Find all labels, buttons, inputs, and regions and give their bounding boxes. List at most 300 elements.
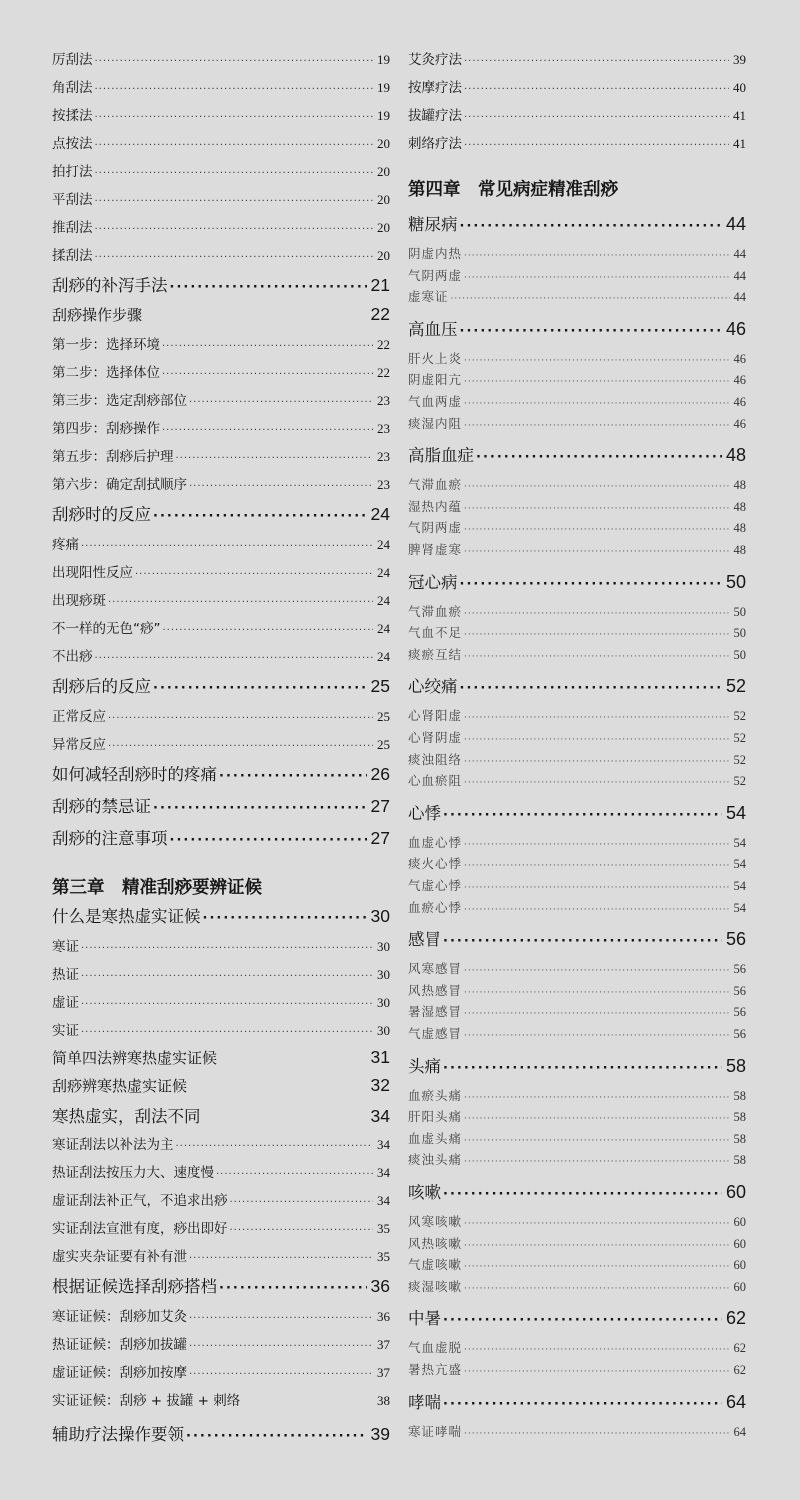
page-number: 54: [733, 900, 746, 915]
chapter-heading[interactable]: 第四章 常见病症精准刮痧: [408, 180, 618, 200]
leader-dots: [464, 525, 729, 535]
entry-label: 不出痧: [52, 649, 93, 665]
leader-dots: [464, 861, 729, 871]
entry-label: 按揉法: [52, 108, 93, 124]
page-number: 20: [377, 192, 390, 207]
toc-entry[interactable]: [52, 533, 390, 553]
entry-label: 痰瘀互结: [408, 646, 463, 662]
leader-dots: [464, 713, 729, 723]
entry-label: 出现阳性反应: [52, 565, 133, 581]
entry-label: 血瘀头痛: [408, 1087, 463, 1103]
toc-entry[interactable]: [52, 1133, 390, 1153]
section-label: 寒热虚实，刮法不同: [52, 1107, 201, 1126]
entry-label: 气血不足: [408, 625, 463, 641]
page-number: 24: [370, 504, 390, 524]
leader-dots: [464, 883, 729, 893]
page-number: 39: [370, 1424, 390, 1444]
toc-entry[interactable]: [52, 389, 390, 409]
toc-section-entry[interactable]: [52, 673, 390, 697]
toc-entry[interactable]: [52, 361, 390, 381]
page-number: 31: [370, 1047, 390, 1067]
page-number: 19: [377, 80, 390, 95]
leader-dots: [162, 425, 373, 436]
toc-disease-entry[interactable]: [408, 1053, 746, 1077]
leader-dots: [189, 397, 373, 408]
page-number: 52: [733, 709, 746, 724]
page-number: 56: [725, 929, 746, 950]
toc-entry[interactable]: [408, 540, 746, 558]
toc-disease-entry[interactable]: [408, 1389, 746, 1413]
toc-entry[interactable]: [52, 104, 390, 124]
leader-dots: [464, 482, 729, 492]
entry-label: 风寒咳嗽: [408, 1214, 463, 1229]
page-number: 52: [733, 774, 746, 789]
section-label: 刮痧时的反应: [52, 505, 151, 524]
toc-entry[interactable]: [52, 733, 390, 753]
toc-entry[interactable]: [408, 645, 746, 663]
leader-dots: [163, 625, 374, 636]
toc-disease-entry[interactable]: [408, 211, 746, 235]
entry-label: 肝火上炎: [408, 350, 463, 366]
chapter-heading[interactable]: 第三章 精准刮痧要辨证候: [52, 878, 262, 898]
toc-entry[interactable]: [52, 935, 390, 955]
toc-disease-entry[interactable]: [408, 673, 746, 697]
entry-label: 暑热亢盛: [408, 1362, 463, 1377]
entry-label: 拍打法: [52, 164, 93, 180]
leader-dots: [81, 971, 373, 982]
entry-label: 出现痧斑: [52, 593, 106, 609]
toc-entry[interactable]: [52, 1189, 390, 1209]
toc-entry[interactable]: [408, 349, 746, 367]
entry-label: 虚证证候：刮痧加按摩: [52, 1365, 187, 1381]
leader-dots: [443, 934, 722, 949]
toc-entry[interactable]: [408, 833, 746, 851]
leader-dots: [443, 1061, 722, 1076]
page-number: 23: [377, 449, 390, 464]
page-number: 44: [733, 290, 746, 305]
leader-dots: [189, 481, 373, 492]
page-number: 38: [377, 1393, 390, 1408]
entry-label: 血虚头痛: [408, 1130, 463, 1146]
leader-dots: [460, 577, 722, 592]
page-number: 30: [370, 906, 390, 926]
page-number: 46: [733, 351, 746, 366]
toc-entry[interactable]: [52, 617, 390, 637]
toc-entry[interactable]: [52, 991, 390, 1011]
toc-entry[interactable]: [408, 48, 746, 68]
disease-label: 糖尿病: [408, 215, 458, 234]
toc-section-entry[interactable]: [52, 304, 390, 325]
entry-label: 角刮法: [52, 80, 93, 96]
page-number: 24: [377, 537, 390, 552]
page-number: 35: [377, 1249, 390, 1264]
page-number: 25: [370, 676, 390, 696]
toc-entry[interactable]: [408, 1277, 746, 1295]
toc-entry[interactable]: [408, 475, 746, 493]
leader-dots: [464, 251, 729, 261]
section-label: 刮痧的注意事项: [52, 829, 168, 848]
leader-dots: [464, 273, 729, 283]
page-number: 54: [725, 802, 746, 823]
section-label: 刮痧后的反应: [52, 677, 151, 696]
entry-label: 点按法: [52, 136, 93, 152]
toc-entry[interactable]: [408, 370, 746, 388]
toc-disease-entry[interactable]: [408, 1305, 746, 1329]
page-number: 52: [725, 676, 746, 697]
toc-disease-entry[interactable]: [408, 800, 746, 824]
leader-dots: [464, 504, 729, 514]
toc-entry[interactable]: [52, 1019, 390, 1039]
page-number: 56: [733, 983, 746, 998]
leader-dots: [464, 1009, 729, 1019]
leader-dots: [135, 569, 373, 580]
page-number: 58: [733, 1131, 746, 1146]
leader-dots: [189, 1369, 373, 1380]
toc-disease-entry[interactable]: [408, 442, 746, 466]
entry-label: 心血瘀阻: [408, 773, 463, 789]
entry-label: 脾肾虚寒: [408, 542, 463, 557]
leader-dots: [464, 757, 729, 767]
toc-entry[interactable]: [408, 959, 746, 977]
toc-section-entry[interactable]: [52, 1273, 390, 1297]
leader-dots: [95, 224, 374, 235]
leader-dots: [230, 1197, 374, 1208]
leader-dots: [186, 1429, 367, 1444]
leader-dots: [464, 1241, 729, 1251]
leader-dots: [464, 547, 729, 557]
page-number: 32: [370, 1075, 390, 1095]
toc-entry[interactable]: [52, 445, 390, 465]
entry-label: 暑湿感冒: [408, 1004, 463, 1020]
toc-entry[interactable]: [408, 771, 746, 789]
toc-entry[interactable]: [408, 1129, 746, 1147]
page-number: 22: [377, 365, 390, 380]
section-label: 什么是寒热虚实证候: [52, 907, 201, 926]
leader-dots: [170, 280, 367, 295]
page-number: 34: [377, 1165, 390, 1180]
toc-entry[interactable]: [52, 589, 390, 609]
leader-dots: [81, 999, 373, 1010]
leader-dots: [95, 140, 374, 151]
page-number: 37: [377, 1365, 390, 1380]
entry-label: 刺络疗法: [408, 136, 462, 152]
toc-entry[interactable]: [52, 216, 390, 236]
toc-entry[interactable]: [408, 104, 746, 124]
disease-label: 咳嗽: [408, 1183, 441, 1202]
toc-entry[interactable]: [408, 132, 746, 152]
entry-label: 风热感冒: [408, 982, 463, 998]
page-number: 46: [733, 416, 746, 431]
toc-entry[interactable]: [52, 473, 390, 493]
page-number: 64: [733, 1424, 746, 1439]
toc-entry[interactable]: [408, 1255, 746, 1273]
page-number: 41: [733, 136, 746, 151]
page-number: 52: [733, 752, 746, 767]
entry-label: 按摩疗法: [408, 80, 462, 96]
toc-entry[interactable]: [52, 48, 390, 68]
page-number: 50: [733, 626, 746, 641]
leader-dots: [464, 1114, 729, 1124]
toc-entry[interactable]: [408, 497, 746, 515]
toc-section-entry[interactable]: [52, 1047, 390, 1068]
entry-label: 阴虚阳亢: [408, 372, 463, 388]
toc-section-entry[interactable]: [52, 825, 390, 849]
entry-label: 第三步：选定刮痧部位: [52, 393, 187, 409]
section-label: 如何减轻刮痧时的疼痛: [52, 765, 217, 784]
toc-entry[interactable]: [52, 1217, 390, 1237]
toc-entry[interactable]: [408, 244, 746, 262]
leader-dots: [464, 652, 729, 662]
toc-section-entry[interactable]: [52, 501, 390, 525]
entry-label: 气虚心悸: [408, 878, 463, 893]
leader-dots: [95, 112, 374, 123]
toc-disease-entry[interactable]: [408, 569, 746, 593]
toc-entry[interactable]: [408, 623, 746, 641]
page-number: 44: [725, 214, 746, 234]
page-number: 62: [733, 1341, 746, 1356]
entry-label: 平刮法: [52, 192, 93, 208]
page-number: 30: [377, 967, 390, 982]
leader-dots: [464, 609, 729, 619]
section-label: 刮痧操作步骤: [52, 306, 143, 324]
entry-label: 实证: [52, 1023, 79, 1039]
toc-entry[interactable]: [408, 392, 746, 410]
toc-entry[interactable]: [408, 1150, 746, 1168]
toc-entry[interactable]: [52, 1305, 390, 1325]
leader-dots: [464, 84, 729, 95]
leader-dots: [95, 56, 374, 67]
toc-entry[interactable]: [52, 188, 390, 208]
entry-label: 湿热内蕴: [408, 498, 463, 514]
page-number: 60: [733, 1215, 746, 1229]
disease-label: 头痛: [408, 1056, 441, 1076]
entry-label: 痰浊阻络: [408, 751, 463, 767]
leader-dots: [203, 911, 367, 926]
leader-dots: [460, 219, 722, 234]
page-number: 46: [725, 318, 746, 339]
leader-dots: [464, 1262, 729, 1272]
leader-dots: [81, 943, 373, 954]
page-number: 37: [377, 1337, 390, 1352]
entry-label: 实证证候：刮痧 + 拔罐 + 刺络: [52, 1393, 241, 1409]
entry-label: 异常反应: [52, 737, 106, 753]
leader-dots: [189, 1253, 373, 1264]
toc-section-entry[interactable]: [52, 272, 390, 296]
toc-entry[interactable]: [408, 876, 746, 894]
leader-dots: [451, 294, 730, 304]
leader-dots: [464, 1429, 729, 1439]
entry-label: 艾灸疗法: [408, 52, 462, 68]
page-number: 22: [370, 304, 390, 324]
entry-label: 寒证哮喘: [408, 1423, 463, 1439]
page-number: 27: [370, 828, 390, 848]
leader-dots: [464, 966, 729, 976]
toc-section-entry[interactable]: [52, 1421, 390, 1445]
section-label: 简单四法辨寒热虚实证候: [52, 1049, 218, 1067]
toc-entry[interactable]: [52, 160, 390, 180]
toc-entry[interactable]: [408, 1360, 746, 1378]
toc-section-entry[interactable]: [52, 793, 390, 817]
page-number: 23: [377, 477, 390, 492]
entry-label: 痰湿咳嗽: [408, 1278, 463, 1294]
toc-entry[interactable]: [52, 1245, 390, 1265]
entry-label: 痰火心悸: [408, 856, 463, 872]
toc-entry[interactable]: [408, 1212, 746, 1230]
page-number: 46: [733, 395, 746, 409]
toc-entry[interactable]: [52, 1333, 390, 1353]
toc-entry[interactable]: [408, 287, 746, 305]
toc-disease-entry[interactable]: [408, 316, 746, 340]
toc-entry[interactable]: [52, 76, 390, 96]
page-number: 30: [377, 1023, 390, 1038]
entry-label: 热证刮法按压力大、速度慢: [52, 1165, 214, 1181]
page-number: 30: [377, 995, 390, 1010]
entry-label: 正常反应: [52, 709, 106, 725]
leader-dots: [464, 630, 729, 640]
entry-label: 热证证候：刮痧加拔罐: [52, 1337, 187, 1353]
page-number: 48: [733, 521, 746, 536]
leader-dots: [464, 140, 729, 151]
toc-entry[interactable]: [52, 705, 390, 725]
entry-label: 气虚咳嗽: [408, 1257, 463, 1273]
entry-label: 寒证: [52, 939, 79, 955]
toc-entry[interactable]: [52, 963, 390, 983]
toc-entry[interactable]: [408, 518, 746, 536]
entry-label: 痰湿内阻: [408, 415, 463, 431]
toc-entry[interactable]: [408, 1107, 746, 1125]
leader-dots: [170, 833, 367, 848]
toc-section-entry[interactable]: [52, 1075, 390, 1096]
page-number: 36: [370, 1276, 390, 1296]
page-number: 34: [377, 1137, 390, 1152]
toc-entry[interactable]: [408, 706, 746, 724]
entry-label: 厉刮法: [52, 52, 93, 68]
entry-label: 寒证证候：刮痧加艾灸: [52, 1309, 187, 1325]
leader-dots: [162, 341, 373, 352]
toc-section-entry[interactable]: [52, 1103, 390, 1127]
page-number: 35: [377, 1221, 390, 1236]
leader-dots: [108, 741, 373, 752]
toc-section-entry[interactable]: [52, 761, 390, 785]
page-number: 44: [733, 268, 746, 283]
leader-dots: [176, 1141, 374, 1152]
toc-entry[interactable]: [408, 1234, 746, 1252]
page-number: 60: [725, 1182, 746, 1202]
leader-dots: [464, 988, 729, 998]
leader-dots: [230, 1225, 374, 1236]
toc-entry[interactable]: [408, 854, 746, 872]
toc-entry[interactable]: [408, 1422, 746, 1440]
disease-label: 高脂血症: [408, 446, 474, 466]
toc-entry[interactable]: [408, 750, 746, 768]
page-number: 56: [733, 1005, 746, 1020]
disease-label: 冠心病: [408, 572, 458, 592]
entry-label: 气血虚脱: [408, 1340, 463, 1356]
page-number: 39: [733, 52, 746, 67]
toc-section-entry[interactable]: [52, 903, 390, 927]
page-number: 50: [725, 571, 746, 592]
page-number: 44: [733, 247, 746, 261]
leader-dots: [464, 399, 729, 409]
toc-entry[interactable]: [52, 1161, 390, 1181]
leader-dots: [464, 1219, 729, 1229]
page-number: 40: [733, 80, 746, 95]
toc-entry[interactable]: [408, 1024, 746, 1042]
section-label: 刮痧辨寒热虚实证候: [52, 1077, 188, 1095]
toc-entry[interactable]: [52, 333, 390, 353]
section-label: 刮痧的补泻手法: [52, 276, 168, 295]
entry-label: 气虚感冒: [408, 1026, 463, 1041]
toc-entry[interactable]: [52, 244, 390, 264]
page-number: 34: [377, 1193, 390, 1208]
toc-entry[interactable]: [52, 645, 390, 665]
toc-entry[interactable]: [408, 898, 746, 916]
entry-label: 不一样的无色“痧”: [52, 621, 161, 637]
entry-label: 虚实夹杂证要有补有泄: [52, 1249, 187, 1265]
entry-label: 气血两虚: [408, 394, 463, 409]
page-number: 20: [377, 164, 390, 179]
toc-entry[interactable]: [408, 602, 746, 620]
entry-label: 血瘀心悸: [408, 899, 463, 915]
leader-dots: [464, 1136, 729, 1146]
toc-disease-entry[interactable]: [408, 926, 746, 950]
page-number: 20: [377, 248, 390, 263]
toc-entry[interactable]: [52, 1389, 390, 1409]
toc-disease-entry[interactable]: [408, 1179, 746, 1203]
toc-entry[interactable]: [408, 1338, 746, 1356]
entry-label: 第二步：选择体位: [52, 365, 160, 381]
page-number: 30: [377, 939, 390, 954]
entry-label: 风热咳嗽: [408, 1235, 463, 1251]
entry-label: 痰浊头痛: [408, 1152, 463, 1168]
leader-dots: [443, 1313, 722, 1328]
disease-label: 高血压: [408, 319, 458, 339]
page-number: 46: [733, 373, 746, 388]
entry-label: 气阴两虚: [408, 267, 463, 283]
entry-label: 虚证: [52, 995, 79, 1011]
entry-label: 第六步：确定刮拭顺序: [52, 477, 187, 493]
page-number: 62: [725, 1308, 746, 1329]
toc-entry[interactable]: [408, 76, 746, 96]
toc-entry[interactable]: [408, 728, 746, 746]
page-number: 50: [733, 604, 746, 619]
toc-entry[interactable]: [408, 266, 746, 284]
toc-entry[interactable]: [52, 561, 390, 581]
toc-entry[interactable]: [52, 132, 390, 152]
leader-dots: [464, 421, 729, 431]
leader-dots: [443, 1397, 722, 1412]
page-number: 50: [733, 647, 746, 662]
page-number: 58: [733, 1110, 746, 1125]
section-label: 刮痧的禁忌证: [52, 797, 151, 816]
page-number: 19: [377, 108, 390, 123]
toc-entry[interactable]: [408, 1002, 746, 1020]
leader-dots: [464, 377, 729, 387]
toc-entry[interactable]: [52, 1361, 390, 1381]
toc-entry[interactable]: [408, 1086, 746, 1104]
leader-dots: [176, 453, 374, 464]
entry-label: 第一步：选择环境: [52, 337, 160, 353]
leader-dots: [219, 769, 367, 784]
entry-label: 气滞血瘀: [408, 477, 463, 493]
leader-dots: [443, 1187, 722, 1202]
toc-entry[interactable]: [408, 414, 746, 432]
page-number: 64: [725, 1391, 746, 1412]
toc-entry[interactable]: [52, 417, 390, 437]
toc-entry[interactable]: [408, 981, 746, 999]
leader-dots: [464, 735, 729, 745]
leader-dots: [95, 168, 374, 179]
